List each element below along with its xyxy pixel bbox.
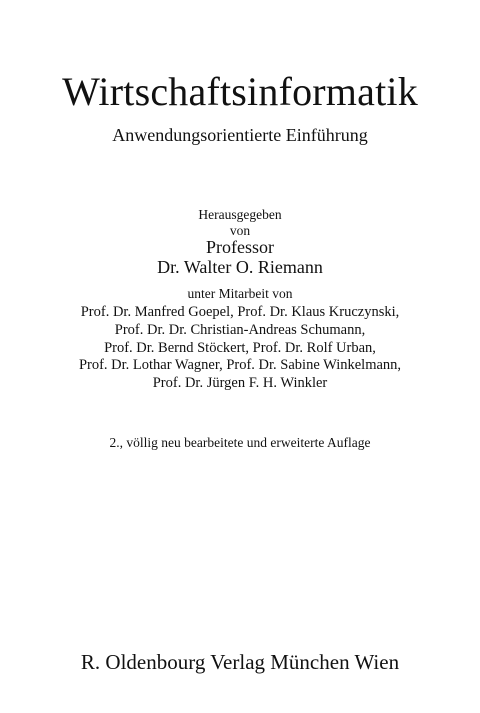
edition-note: 2., völlig neu bearbeitete und erweiterte Auflage [109, 435, 371, 450]
contributor-line: Prof. Dr. Dr. Christian-Andreas Schumann, [114, 322, 366, 338]
contributor-line: Prof. Dr. Lothar Wagner, Prof. Dr. Sabine Winkelmann, [78, 357, 402, 373]
publisher: R. Oldenbourg Verlag München Wien [80, 650, 400, 674]
edited-by-label: Herausgegeben [198, 207, 282, 222]
collaboration-label: unter Mitarbeit von [187, 286, 293, 301]
contributor-line: Prof. Dr. Jürgen F. H. Winkler [152, 375, 328, 391]
book-subtitle: Anwendungsorientierte Einführung [112, 125, 368, 145]
editor-name: Dr. Walter O. Riemann [157, 257, 323, 277]
contributor-line: Prof. Dr. Bernd Stöckert, Prof. Dr. Rolf Urban, [104, 340, 376, 356]
von-label: von [229, 223, 251, 238]
contributor-line: Prof. Dr. Manfred Goepel, Prof. Dr. Klaus Kruczynski, [80, 304, 400, 320]
book-title: Wirtschaftsinformatik [62, 69, 418, 114]
editor-title: Professor [206, 237, 274, 257]
